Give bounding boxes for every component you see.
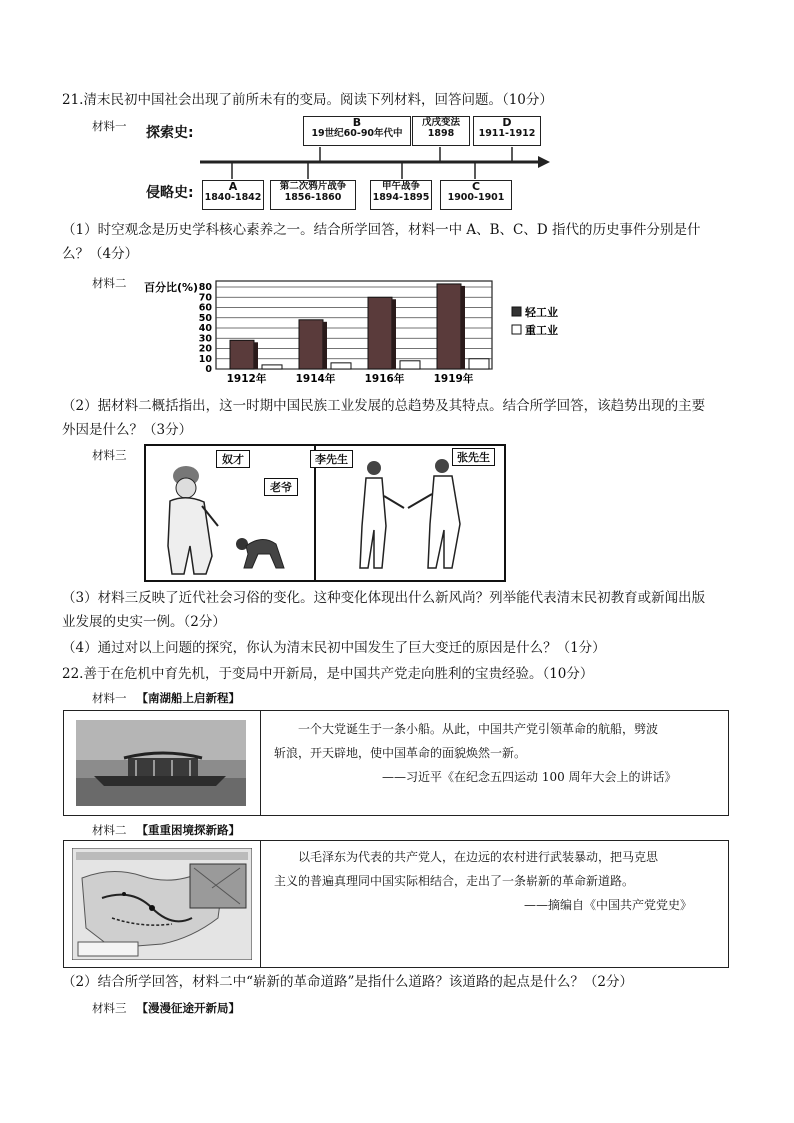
q21-question2-line2: 外因是什么？（3分） (62, 422, 193, 438)
x-tick-label: 1912年 (226, 373, 267, 385)
bar-light-industry (437, 284, 461, 369)
event-box-b: B 19世纪60-90年代中 (303, 116, 411, 146)
q21-question2-line1: （2）据材料二概括指出，这一时期中国民族工业发展的总趋势及其特点。结合所学回答，该趋势出现的主要 (62, 398, 706, 414)
bar-heavy-industry (262, 365, 282, 369)
material1-quote-line1: 一个大党诞生于一条小船。从此，中国共产党引领革命的航船，劈波 (298, 722, 659, 736)
q22-title: 22.善于在危机中育先机，于变局中开新局，是中国共产党走向胜利的宝贵经验。（10分） (62, 666, 594, 682)
material1-table (63, 710, 729, 816)
q22-material1-label: 材料一 【南湖船上启新程】 (92, 691, 240, 705)
industry-bar-chart (140, 275, 600, 385)
bar-light-industry-side (392, 299, 396, 369)
event-box-d: D 1911-1912 (473, 116, 541, 146)
cartoon-label-li: 李先生 (310, 450, 353, 468)
legend-label-light: 轻工业 (525, 306, 558, 319)
y-tick-label: 70 (198, 292, 212, 304)
social-custom-cartoon (144, 444, 506, 582)
q21-material3-label: 材料三 (92, 448, 127, 462)
bar-heavy-industry (469, 359, 489, 369)
event-box-a: A 1840-1842 (202, 180, 264, 210)
q21-question3-line2: 业发展的史实一例。（2分） (62, 614, 226, 630)
q22-question2: （2）结合所学回答，材料二中“崭新的革命道路”是指什么道路？该道路的起点是什么？（2分） (62, 974, 633, 990)
material1-quote-line2: 斩浪，开天辟地，使中国革命的面貌焕然一新。 (274, 746, 527, 760)
material2-source: ——摘编自《中国共产党党史》 (524, 898, 693, 912)
event-box-c: C 1900-1901 (440, 180, 512, 210)
legend-swatch-light (512, 307, 521, 316)
event-box-jiawu: 甲午战争 1894-1895 (370, 180, 432, 210)
material2-quote-line1: 以毛泽东为代表的共产党人，在边远的农村进行武装暴动，把马克思 (298, 850, 659, 864)
y-tick-label: 50 (198, 312, 212, 324)
q21-material2-label: 材料二 (92, 276, 127, 290)
bar-heavy-industry (331, 363, 351, 369)
bar-light-industry (299, 320, 323, 369)
y-tick-label: 10 (198, 353, 212, 365)
y-tick-label: 0 (205, 364, 212, 375)
bar-light-industry-side (323, 322, 327, 369)
event-box-opium2: 第二次鸦片战争 1856-1860 (270, 180, 356, 210)
y-tick-label: 40 (198, 323, 212, 334)
invasion-label: 侵略史: (146, 185, 194, 201)
bar-heavy-industry (400, 361, 420, 369)
q21-title: 21.清末民初中国社会出现了前所未有的变局。阅读下列材料，回答问题。（10分） (62, 92, 553, 108)
q21-question4: （4）通过对以上问题的探究，你认为清末民初中国发生了巨大变迁的原因是什么？（1分） (62, 640, 606, 656)
bar-light-industry-side (254, 342, 258, 369)
material1-image-cell (64, 711, 261, 815)
material2-quote-line2: 主义的普遍真理同中国实际相结合，走出了一条崭新的革命新道路。 (274, 874, 635, 888)
cartoon-label-zhang: 张先生 (452, 448, 495, 466)
q21-material1-label: 材料一 (92, 119, 127, 133)
y-tick-label: 20 (198, 343, 212, 355)
cartoon-label-nucai: 奴才 (216, 450, 250, 468)
y-tick-label: 80 (198, 282, 212, 293)
x-tick-label: 1916年 (364, 373, 405, 385)
legend-label-heavy: 重工业 (525, 324, 558, 337)
red-boat-photo (76, 720, 246, 806)
legend-swatch-heavy (512, 325, 521, 334)
event-box-wuxu: 戊戌变法 1898 (412, 116, 470, 146)
q21-question1-line1: （1）时空观念是历史学科核心素养之一。结合所学回答，材料一中 A、B、C、D 指代的历史事件分别是什 (62, 222, 701, 238)
timeline (140, 112, 550, 212)
q21-question3-line1: （3）材料三反映了近代社会习俗的变化。这种变化体现出什么新风尚？列举能代表清末民初教育或新闻出版 (62, 590, 706, 606)
explore-label: 探索史: (146, 125, 194, 141)
revolution-route-map (72, 848, 252, 960)
y-tick-label: 30 (198, 333, 212, 345)
x-tick-label: 1919年 (433, 373, 474, 385)
material1-source: ——习近平《在纪念五四运动 100 周年大会上的讲话》 (382, 770, 677, 784)
bar-light-industry-side (461, 286, 465, 369)
x-tick-label: 1914年 (295, 373, 336, 385)
bar-light-industry (230, 340, 254, 369)
q22-material2-label: 材料二 【重重困境探新路】 (92, 823, 240, 837)
material2-table (63, 840, 729, 968)
bar-light-industry (368, 297, 392, 369)
material2-image-cell (64, 841, 261, 967)
y-tick-label: 60 (198, 302, 212, 314)
q22-material3-label: 材料三 【漫漫征途开新局】 (92, 1001, 240, 1015)
cartoon-label-laoye: 老爷 (264, 478, 298, 496)
y-axis-label: 百分比(%) (144, 281, 199, 294)
q21-question1-line2: 么？（4分） (62, 246, 139, 262)
